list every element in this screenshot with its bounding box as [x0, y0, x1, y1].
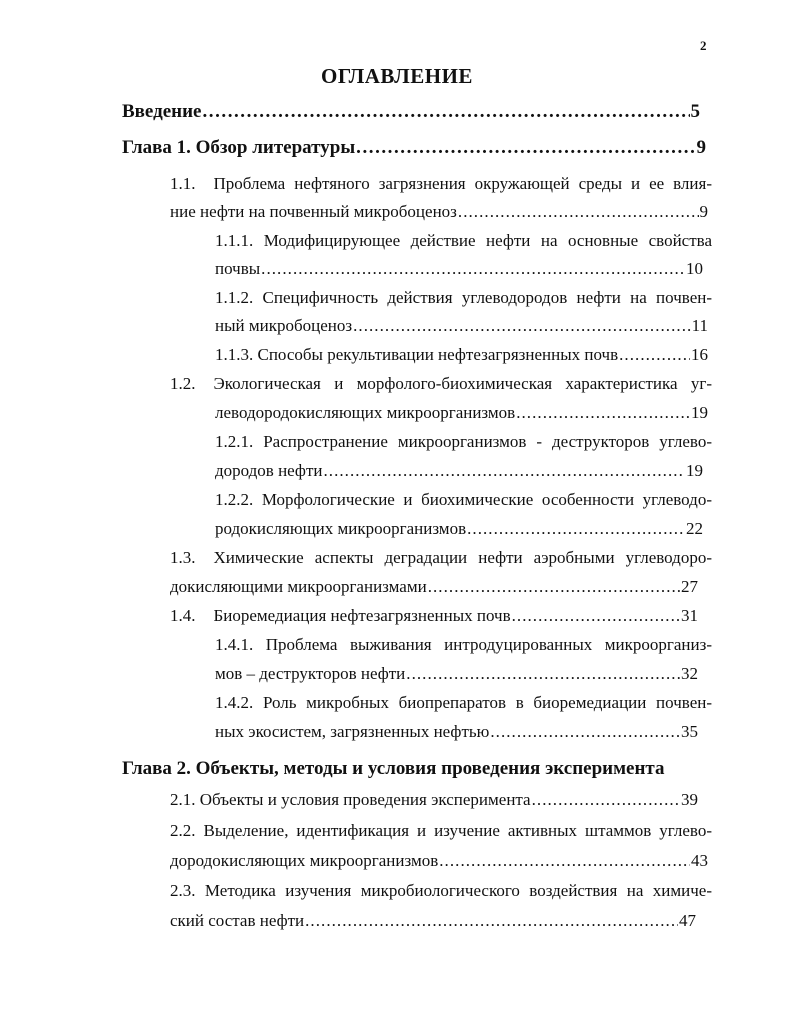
toc-page-num: 35: [681, 722, 698, 741]
toc-page-num: 31: [681, 606, 698, 625]
toc-entry-2-3-line2[interactable]: ский состав нефти . . . 47: [170, 910, 696, 932]
toc-page-num: 9: [696, 137, 706, 158]
page-number: 2: [700, 38, 707, 53]
toc-page-num: 19: [686, 461, 703, 480]
toc-entry-1-2-1-line2[interactable]: дородов нефти . . . 19: [215, 460, 703, 482]
toc-entry-1-2-line2[interactable]: леводородокисляющих микроорганизмов . . . 19: [215, 402, 708, 424]
toc-entry-1-2-2-line1[interactable]: 1.2.2. Морфологические и биохимические особенности углеводо-: [215, 490, 712, 509]
toc-entry-intro[interactable]: Введение . . . 5: [122, 101, 700, 123]
toc-page-num: 22: [686, 519, 703, 538]
toc-entry-1-4[interactable]: 1.4. Биоремедиация нефтезагрязненных почв . . . 31: [170, 605, 698, 627]
toc-entry-1-4-2-line2[interactable]: ных экосистем, загрязненных нефтью . . . 35: [215, 721, 698, 743]
toc-entry-1-1-2-line2[interactable]: ный микробоценоз . . . 11: [215, 315, 708, 337]
toc-entry-1-4-2-line1[interactable]: 1.4.2. Роль микробных биопрепаратов в биоремедиации почвен-: [215, 693, 712, 712]
toc-page-num: 19: [691, 403, 708, 422]
toc-page-num: 47: [679, 911, 696, 930]
toc-page-num: 10: [686, 259, 703, 278]
toc-entry-1-3-line2[interactable]: докисляющими микроорганизмами . . . 27: [170, 576, 698, 598]
toc-entry-chapter-2[interactable]: Глава 2. Объекты, методы и условия проведения эксперимента: [122, 758, 665, 779]
toc-entry-2-3-line1[interactable]: 2.3. Методика изучения микробиологического воздействия на химиче-: [170, 881, 712, 900]
toc-entry-1-1-2-line1[interactable]: 1.1.2. Специфичность действия углеводородов нефти на почвен-: [215, 288, 712, 307]
toc-entry-1-1-1-line2[interactable]: почвы . . . 10: [215, 258, 703, 280]
toc-entry-1-1-1-line1[interactable]: 1.1.1. Модифицирующее действие нефти на основные свойства: [215, 231, 712, 250]
toc-page-num: 32: [681, 664, 698, 683]
toc-entry-1-1-3[interactable]: 1.1.3. Способы рекультивации нефтезагрязненных почв . . . 16: [215, 344, 708, 366]
toc-entry-1-4-1-line2[interactable]: мов – деструкторов нефти . . . 32: [215, 663, 698, 685]
toc-page-num: 27: [681, 577, 698, 596]
toc-page-num: 39: [681, 790, 698, 809]
page-title: ОГЛАВЛЕНИЕ: [321, 64, 473, 88]
toc-entry-1-4-1-line1[interactable]: 1.4.1. Проблема выживания интродуцированных микроорганиз-: [215, 635, 712, 654]
toc-entry-2-2-line1[interactable]: 2.2. Выделение, идентификация и изучение активных штаммов углево-: [170, 821, 712, 840]
toc-page-num: 43: [691, 851, 708, 870]
toc-page-num: 16: [691, 345, 708, 364]
toc-entry-1-2-2-line2[interactable]: родокисляющих микроорганизмов . . . 22: [215, 518, 703, 540]
toc-entry-2-2-line2[interactable]: дородокисляющих микроорганизмов . . . 43: [170, 850, 708, 872]
toc-entry-2-1[interactable]: 2.1. Объекты и условия проведения эксперимента . . . 39: [170, 789, 698, 811]
toc-entry-1-1-line2[interactable]: ние нефти на почвенный микробоценоз . . . 9: [170, 201, 708, 223]
toc-entry-1-2-1-line1[interactable]: 1.2.1. Распространение микроорганизмов - деструкторов углево-: [215, 432, 712, 451]
toc-page-num: 11: [691, 316, 708, 335]
toc-entry-chapter-1[interactable]: Глава 1. Обзор литературы . . . 9: [122, 137, 706, 159]
toc-page-num: 5: [690, 101, 700, 122]
toc-entry-1-2-line1[interactable]: 1.2. Экологическая и морфолого-биохимическая характеристика уг-: [170, 374, 712, 393]
toc-page-num: 9: [699, 202, 708, 221]
toc-entry-1-3-line1[interactable]: 1.3. Химические аспекты деградации нефти аэробными углеводоро-: [170, 548, 712, 567]
toc-entry-1-1-line1[interactable]: 1.1. Проблема нефтяного загрязнения окружающей среды и ее влия-: [170, 174, 712, 193]
